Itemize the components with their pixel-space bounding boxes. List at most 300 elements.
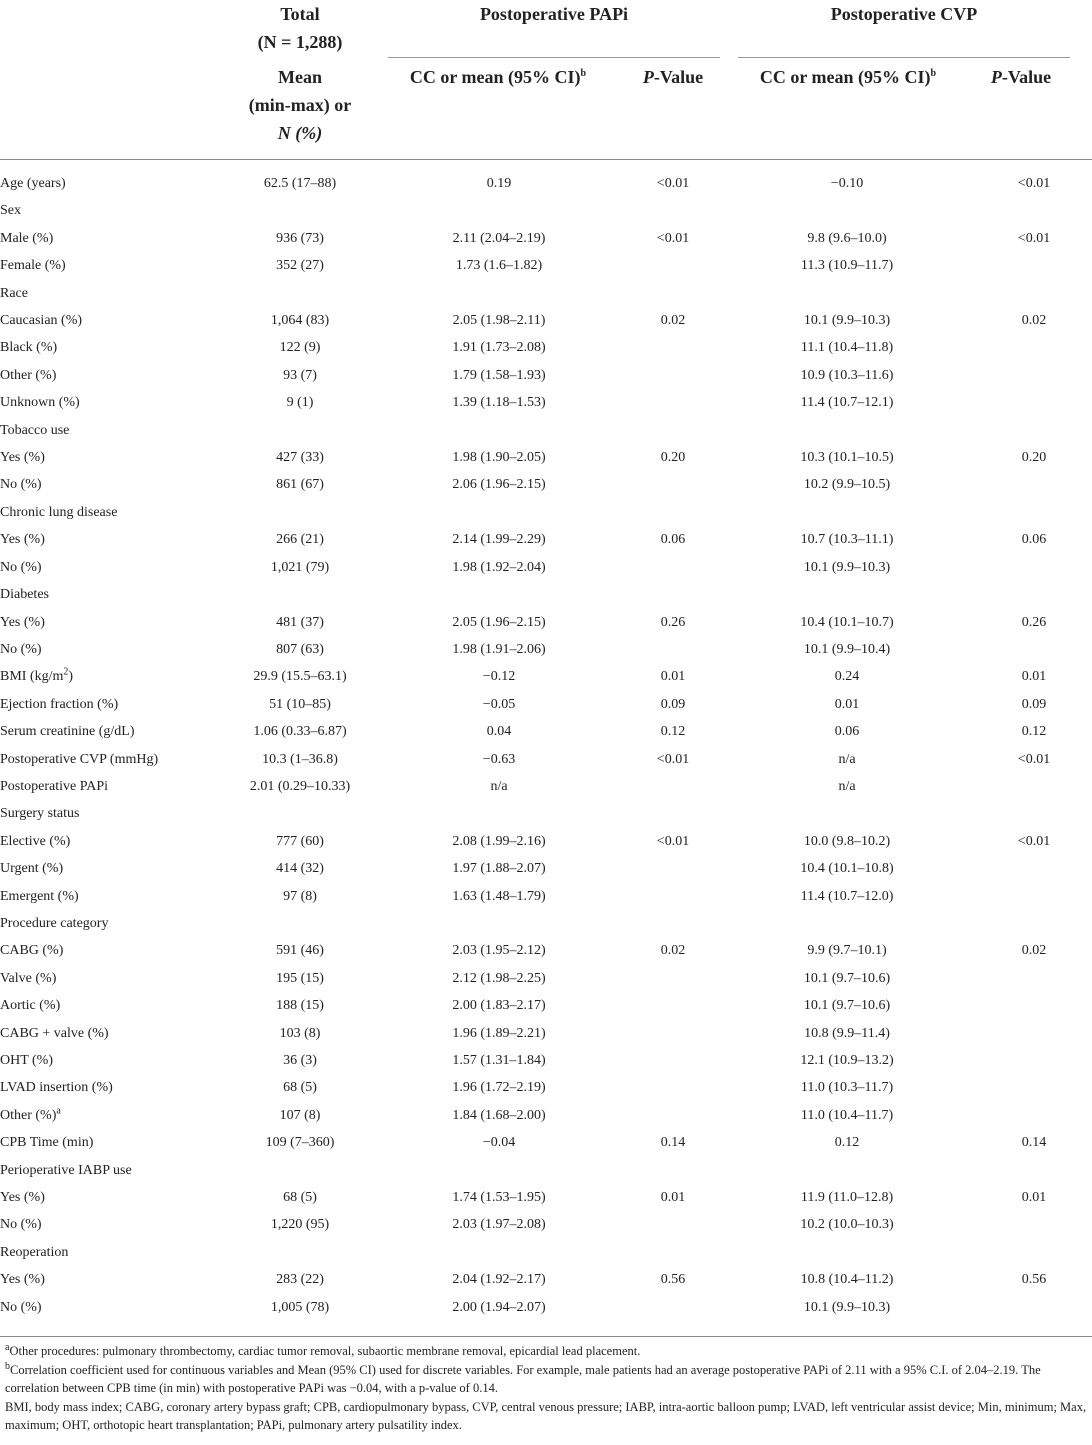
cvp-pvalue-cell: <0.01 (1017, 751, 1051, 767)
cvp-cell (718, 417, 976, 444)
row-label-text: Female (%) (0, 258, 66, 274)
cvp-pvalue-cell: 0.09 (1021, 696, 1047, 712)
row-label-text: Black (%) (0, 340, 58, 356)
total-cell: 1,220 (95) (270, 1217, 330, 1233)
footnote-b-mark: b (5, 1360, 10, 1372)
table-row (0, 663, 1092, 690)
papi-cell: 1.96 (1.89–2.21) (452, 1025, 546, 1041)
row-label (0, 1184, 230, 1211)
row-label (0, 965, 230, 992)
row-label (0, 609, 230, 636)
row-label-text: No (%) (0, 477, 42, 493)
table-bottom-rule (0, 1336, 1092, 1337)
cvp-pvalue-cell: 0.06 (1021, 532, 1047, 548)
cvp-pvalue-cell (976, 1102, 1092, 1129)
papi-pvalue-cell: 0.01 (660, 1190, 686, 1206)
papi-cell: 2.14 (1.99–2.29) (452, 532, 546, 548)
total-cell: 97 (8) (283, 888, 317, 904)
total-cell (230, 581, 370, 608)
total-cell: 777 (60) (276, 833, 324, 849)
papi-pvalue-suffix: -Value (653, 67, 704, 87)
row-label-sup: 2 (63, 666, 69, 678)
papi-pvalue-cell: <0.01 (656, 230, 690, 246)
cvp-pvalue-cell (976, 992, 1092, 1019)
cvp-cell: 11.0 (10.4–11.7) (800, 1107, 894, 1123)
total-header-label: Total (280, 4, 320, 24)
row-label-text: Diabetes (0, 587, 49, 603)
row-label-text: Yes (%) (0, 614, 45, 630)
cvp-pvalue-cell (976, 636, 1092, 663)
cvp-pvalue-cell: 0.26 (1021, 614, 1047, 630)
papi-pvalue-cell (628, 965, 718, 992)
total-cell: 1,005 (78) (270, 1299, 330, 1315)
papi-pvalue-cell (628, 800, 718, 827)
row-label-text: No (%) (0, 641, 42, 657)
row-label-text: CPB Time (min) (0, 1135, 94, 1151)
papi-pvalue-cell (628, 197, 718, 224)
cvp-cell: 10.8 (9.9–11.4) (804, 1025, 890, 1041)
row-label (0, 389, 230, 416)
row-label-text: CABG + valve (%) (0, 1025, 109, 1041)
total-cell: 68 (5) (283, 1190, 317, 1206)
total-cell: 51 (10–85) (269, 696, 331, 712)
table-row (0, 170, 1092, 197)
cvp-cell: 11.3 (10.9–11.7) (800, 258, 894, 274)
cvp-cell: 10.2 (10.0–10.3) (800, 1217, 894, 1233)
total-cell: 93 (7) (283, 367, 317, 383)
papi-cell: 0.19 (486, 176, 512, 191)
row-label (0, 444, 230, 471)
papi-cell: 1.39 (1.18–1.53) (452, 395, 546, 411)
row-label (0, 252, 230, 279)
papi-pvalue-cell: 0.09 (660, 696, 686, 712)
footnote-b-text: Correlation coefficient used for continuous variables and Mean (95% CI) used for discrete variables. For example, male patients had an average postoperative PAPi of 2.11 with a 95% C.I. of 2.04–2.19. The correlation between CPB time (in min) with postoperative PAPi was −0.04, with a p-value of 0.14. (5, 1362, 1041, 1396)
row-label (0, 1047, 230, 1074)
row-label (0, 581, 230, 608)
row-label (0, 663, 230, 690)
table-row (0, 252, 1092, 279)
papi-cell: −0.04 (482, 1135, 516, 1151)
cvp-pvalue-cell (976, 389, 1092, 416)
row-label-text: CABG (%) (0, 943, 64, 959)
total-cell: 1,021 (79) (270, 559, 330, 575)
row-label (0, 526, 230, 553)
cvp-cell: 11.0 (10.3–11.7) (800, 1080, 894, 1096)
total-cell: 62.5 (17–88) (263, 176, 337, 191)
table-row (0, 636, 1092, 663)
row-label-text: Sex (0, 203, 21, 219)
cvp-pvalue-cell: 0.56 (1021, 1272, 1047, 1288)
papi-pvalue-cell (628, 417, 718, 444)
total-cell: 10.3 (1–36.8) (262, 751, 338, 767)
papi-cell (370, 1239, 628, 1266)
papi-pvalue-cell: 0.12 (660, 724, 686, 740)
total-cell: 29.9 (15.5–63.1) (253, 669, 347, 685)
total-cell: 414 (32) (276, 861, 324, 877)
table-row (0, 883, 1092, 910)
papi-pvalue-cell (628, 883, 718, 910)
papi-pvalue-cell (628, 773, 718, 800)
row-label-text: Race (0, 285, 28, 301)
papi-pvalue-cell (628, 1211, 718, 1238)
papi-pvalue-header (620, 63, 726, 91)
cvp-cell: 10.1 (9.9–10.4) (803, 641, 891, 657)
group-row (0, 280, 1092, 307)
papi-cc-header (388, 63, 608, 91)
cvp-cell: 0.06 (834, 724, 860, 740)
cvp-cell: 0.01 (834, 696, 860, 712)
row-label (0, 417, 230, 444)
row-label (0, 170, 230, 197)
papi-pvalue-cell (628, 992, 718, 1019)
cvp-cell: −0.10 (830, 176, 864, 191)
total-cell: 807 (63) (276, 641, 324, 657)
cvp-pvalue-cell (976, 499, 1092, 526)
row-label (0, 1129, 230, 1156)
row-label (0, 855, 230, 882)
papi-cell: 2.03 (1.95–2.12) (452, 943, 546, 959)
papi-pvalue-cell (628, 1074, 718, 1101)
row-label (0, 362, 230, 389)
cvp-cell (718, 1157, 976, 1184)
cvp-cell (718, 910, 976, 937)
row-label (0, 1074, 230, 1101)
table-row (0, 1020, 1092, 1047)
cvp-pvalue-cell (976, 197, 1092, 224)
papi-cell (370, 910, 628, 937)
total-cell: 481 (37) (276, 614, 324, 630)
row-label-text: Postoperative PAPi (0, 778, 108, 794)
total-n-label: (N = 1,288) (257, 32, 343, 52)
papi-pvalue-cell (628, 1239, 718, 1266)
table-footnotes (5, 1342, 1087, 1435)
cvp-pvalue-cell (976, 280, 1092, 307)
row-label (0, 773, 230, 800)
papi-pvalue-cell: 0.26 (660, 614, 686, 630)
papi-cell: 2.05 (1.96–2.15) (452, 614, 546, 630)
papi-pvalue-cell: 0.02 (660, 943, 686, 959)
cvp-pvalue-cell (976, 334, 1092, 361)
row-label-text: Postoperative CVP (mmHg) (0, 751, 159, 767)
papi-cell: 1.73 (1.6–1.82) (455, 258, 543, 274)
cvp-pvalue-cell (976, 581, 1092, 608)
papi-cell: 1.63 (1.48–1.79) (452, 888, 546, 904)
row-label (0, 334, 230, 361)
table-row (0, 334, 1092, 361)
papi-cell: 1.91 (1.73–2.08) (452, 340, 546, 356)
total-cell: 861 (67) (276, 477, 324, 493)
total-subheader (230, 63, 370, 147)
group-row (0, 1239, 1092, 1266)
papi-pvalue-cell (628, 636, 718, 663)
row-label-text: OHT (%) (0, 1053, 54, 1068)
cvp-cell: 10.1 (9.7–10.6) (803, 970, 891, 986)
table-row (0, 1129, 1092, 1156)
cvp-header-rule (738, 57, 1070, 58)
row-label-text: Elective (%) (0, 833, 71, 849)
papi-cell (370, 800, 628, 827)
papi-pvalue-cell (628, 910, 718, 937)
row-label-text: BMI (kg/m (0, 669, 64, 685)
cvp-pvalue-cell: 0.14 (1021, 1135, 1047, 1151)
papi-cell: 2.08 (1.99–2.16) (452, 833, 546, 849)
footnote-b (5, 1361, 1087, 1398)
cvp-cell: n/a (838, 751, 856, 767)
cvp-cell (718, 197, 976, 224)
row-label-text: Serum creatinine (g/dL) (0, 724, 135, 740)
cvp-cell: 10.1 (9.9–10.3) (803, 559, 891, 575)
total-cell: 122 (9) (279, 340, 321, 356)
papi-pvalue-cell (628, 855, 718, 882)
table-row (0, 1294, 1092, 1321)
cvp-pvalue-cell (976, 1074, 1092, 1101)
table-row (0, 609, 1092, 636)
cvp-cc-sup: b (930, 68, 937, 79)
row-label-text: Yes (%) (0, 1190, 45, 1206)
papi-pvalue-cell (628, 1294, 718, 1321)
cvp-cell: n/a (838, 778, 856, 794)
cvp-pvalue-cell (976, 965, 1092, 992)
papi-cc-sup: b (580, 68, 587, 79)
papi-cell: 1.96 (1.72–2.19) (452, 1080, 546, 1096)
row-label-text: Yes (%) (0, 1272, 45, 1288)
row-label (0, 718, 230, 745)
papi-pvalue-cell: 0.14 (660, 1135, 686, 1151)
cvp-pvalue-cell: 0.20 (1021, 450, 1047, 466)
row-label-text: LVAD insertion (%) (0, 1080, 113, 1096)
cvp-cell: 12.1 (10.9–13.2) (800, 1053, 894, 1068)
total-cell (230, 197, 370, 224)
row-label-text: Procedure category (0, 915, 109, 931)
cvp-cell: 10.2 (9.9–10.5) (803, 477, 891, 493)
row-label (0, 1102, 230, 1129)
group-row (0, 1157, 1092, 1184)
papi-pvalue-cell (628, 581, 718, 608)
cvp-cell: 10.1 (9.7–10.6) (803, 998, 891, 1014)
group-row (0, 499, 1092, 526)
total-cell: 2.01 (0.29–10.33) (249, 778, 351, 794)
papi-cell (370, 280, 628, 307)
papi-pvalue-cell (628, 252, 718, 279)
row-label (0, 499, 230, 526)
group-row (0, 800, 1092, 827)
row-label-text: Caucasian (%) (0, 313, 83, 329)
cvp-cell (718, 499, 976, 526)
footnote-a-text: Other procedures: pulmonary thrombectomy, cardiac tumor removal, subaortic membrane removal, epicardial lead placement. (9, 1344, 641, 1358)
table-header (0, 0, 1092, 160)
cvp-pvalue-cell (976, 883, 1092, 910)
papi-cell: −0.05 (482, 696, 516, 712)
cvp-cell (718, 280, 976, 307)
papi-cell: 2.06 (1.96–2.15) (452, 477, 546, 493)
cvp-pvalue-cell (976, 1239, 1092, 1266)
group-row (0, 581, 1092, 608)
cvp-pvalue-cell: 0.02 (1021, 943, 1047, 959)
row-label-text: Other (%) (0, 1107, 57, 1123)
papi-pvalue-cell: 0.06 (660, 532, 686, 548)
table-row (0, 225, 1092, 252)
cvp-cell: 9.8 (9.6–10.0) (807, 230, 887, 246)
total-cell (230, 499, 370, 526)
cvp-cell: 10.3 (10.1–10.5) (800, 450, 894, 466)
data-table (0, 170, 1092, 1321)
papi-cell: 2.05 (1.98–2.11) (452, 313, 546, 329)
group-row (0, 910, 1092, 937)
papi-pvalue-cell (628, 471, 718, 498)
row-label (0, 225, 230, 252)
papi-cell: 1.98 (1.91–2.06) (452, 641, 546, 657)
papi-cell: 2.11 (2.04–2.19) (452, 230, 546, 246)
cvp-pvalue-cell (976, 1157, 1092, 1184)
total-cell: 107 (8) (279, 1107, 321, 1123)
cvp-group-header: Postoperative CVP (830, 4, 978, 24)
total-cell (230, 910, 370, 937)
row-label (0, 636, 230, 663)
total-cell: 103 (8) (279, 1025, 321, 1041)
total-cell (230, 280, 370, 307)
total-cell: 936 (73) (276, 230, 324, 246)
cvp-cell: 10.0 (9.8–10.2) (803, 833, 891, 849)
header-bottom-rule (0, 159, 1092, 160)
total-cell (230, 800, 370, 827)
cvp-cell: 11.4 (10.7–12.1) (800, 395, 894, 411)
total-cell: 427 (33) (276, 450, 324, 466)
papi-cell (370, 197, 628, 224)
cvp-pvalue-cell: <0.01 (1017, 833, 1051, 849)
papi-pvalue-cell: 0.01 (660, 669, 686, 685)
cvp-cell: 9.9 (9.7–10.1) (807, 943, 887, 959)
row-label-text: Other (%) (0, 367, 57, 383)
cvp-cell: 10.8 (10.4–11.2) (800, 1272, 894, 1288)
papi-cell: 2.12 (1.98–2.25) (452, 970, 546, 986)
row-label-text: Chronic lung disease (0, 504, 118, 520)
papi-pvalue-prefix: P (642, 67, 654, 87)
row-label (0, 883, 230, 910)
cvp-cc-label: CC or mean (95% CI) (759, 67, 931, 87)
papi-cell (370, 1157, 628, 1184)
papi-cell (370, 417, 628, 444)
row-label (0, 197, 230, 224)
row-label-text: Tobacco use (0, 422, 70, 438)
total-cell (230, 1239, 370, 1266)
cvp-cell: 10.4 (10.1–10.7) (800, 614, 894, 630)
cvp-cc-header (738, 63, 958, 91)
table-row (0, 937, 1092, 964)
table-row (0, 307, 1092, 334)
table-row (0, 855, 1092, 882)
papi-cell (370, 581, 628, 608)
table-row (0, 1266, 1092, 1293)
cvp-cell: 10.9 (10.3–11.6) (800, 367, 894, 383)
papi-pvalue-cell: 0.20 (660, 450, 686, 466)
papi-pvalue-cell: <0.01 (656, 751, 690, 767)
table-row (0, 992, 1092, 1019)
table-row (0, 965, 1092, 992)
papi-cell: 1.57 (1.31–1.84) (452, 1053, 546, 1068)
cvp-pvalue-cell: 0.01 (1021, 1190, 1047, 1206)
total-cell: 266 (21) (276, 532, 324, 548)
cvp-pvalue-cell (976, 554, 1092, 581)
papi-cell: 0.04 (486, 724, 512, 740)
row-label (0, 800, 230, 827)
row-label-text: Age (years) (0, 176, 66, 191)
cvp-pvalue-cell: 0.02 (1021, 313, 1047, 329)
row-label-text: Reoperation (0, 1244, 69, 1260)
cvp-cell: 0.24 (834, 669, 860, 685)
row-label-tail: ) (68, 669, 74, 685)
row-label (0, 554, 230, 581)
papi-cell: 1.98 (1.90–2.05) (452, 450, 546, 466)
cvp-pvalue-prefix: P (990, 67, 1002, 87)
row-label (0, 1157, 230, 1184)
cvp-cell: 10.4 (10.1–10.8) (800, 861, 894, 877)
total-cell: 68 (5) (283, 1080, 317, 1096)
papi-cell: 2.04 (1.92–2.17) (452, 1272, 546, 1288)
row-label (0, 691, 230, 718)
total-cell (230, 417, 370, 444)
row-label (0, 828, 230, 855)
papi-pvalue-cell (628, 362, 718, 389)
row-label-text: No (%) (0, 1299, 42, 1315)
cvp-cell: 11.4 (10.7–12.0) (800, 888, 894, 904)
table-row (0, 1047, 1092, 1074)
papi-cell: 2.03 (1.97–2.08) (452, 1217, 546, 1233)
cvp-pvalue-cell: 0.12 (1021, 724, 1047, 740)
row-label-text: Valve (%) (0, 970, 57, 986)
cvp-pvalue-cell (976, 800, 1092, 827)
papi-pvalue-cell (628, 499, 718, 526)
table-row (0, 389, 1092, 416)
table-row (0, 554, 1092, 581)
table-row (0, 471, 1092, 498)
cvp-pvalue-cell (976, 773, 1092, 800)
cvp-pvalue-cell (976, 252, 1092, 279)
total-cell: 591 (46) (276, 943, 324, 959)
table-row (0, 1211, 1092, 1238)
papi-pvalue-cell (628, 280, 718, 307)
cvp-cell (718, 581, 976, 608)
cvp-pvalue-cell (976, 1047, 1092, 1074)
total-subheader-line3 (230, 119, 370, 147)
group-row (0, 197, 1092, 224)
table-row (0, 1102, 1092, 1129)
cvp-cell (718, 1239, 976, 1266)
total-cell: 1.06 (0.33–6.87) (253, 724, 347, 740)
row-label (0, 1020, 230, 1047)
row-label-text: No (%) (0, 1217, 42, 1233)
row-label-sup: a (56, 1105, 61, 1117)
papi-pvalue-cell (628, 389, 718, 416)
total-cell: 1,064 (83) (270, 313, 330, 329)
row-label-text: Aortic (%) (0, 998, 61, 1014)
row-label (0, 992, 230, 1019)
row-label-text: Yes (%) (0, 532, 45, 548)
cvp-cell: 10.1 (9.9–10.3) (803, 313, 891, 329)
group-row (0, 417, 1092, 444)
papi-cell: 1.97 (1.88–2.07) (452, 861, 546, 877)
papi-cc-label: CC or mean (95% CI) (409, 67, 581, 87)
papi-header-rule (388, 57, 720, 58)
total-cell: 36 (3) (283, 1053, 317, 1068)
cvp-pvalue-cell: <0.01 (1017, 230, 1051, 246)
cvp-pvalue-cell: 0.01 (1021, 669, 1047, 685)
papi-cell: n/a (490, 778, 508, 794)
papi-pvalue-cell (628, 1102, 718, 1129)
table-row (0, 746, 1092, 773)
total-cell (230, 1157, 370, 1184)
row-label (0, 746, 230, 773)
cvp-pvalue-cell (976, 855, 1092, 882)
